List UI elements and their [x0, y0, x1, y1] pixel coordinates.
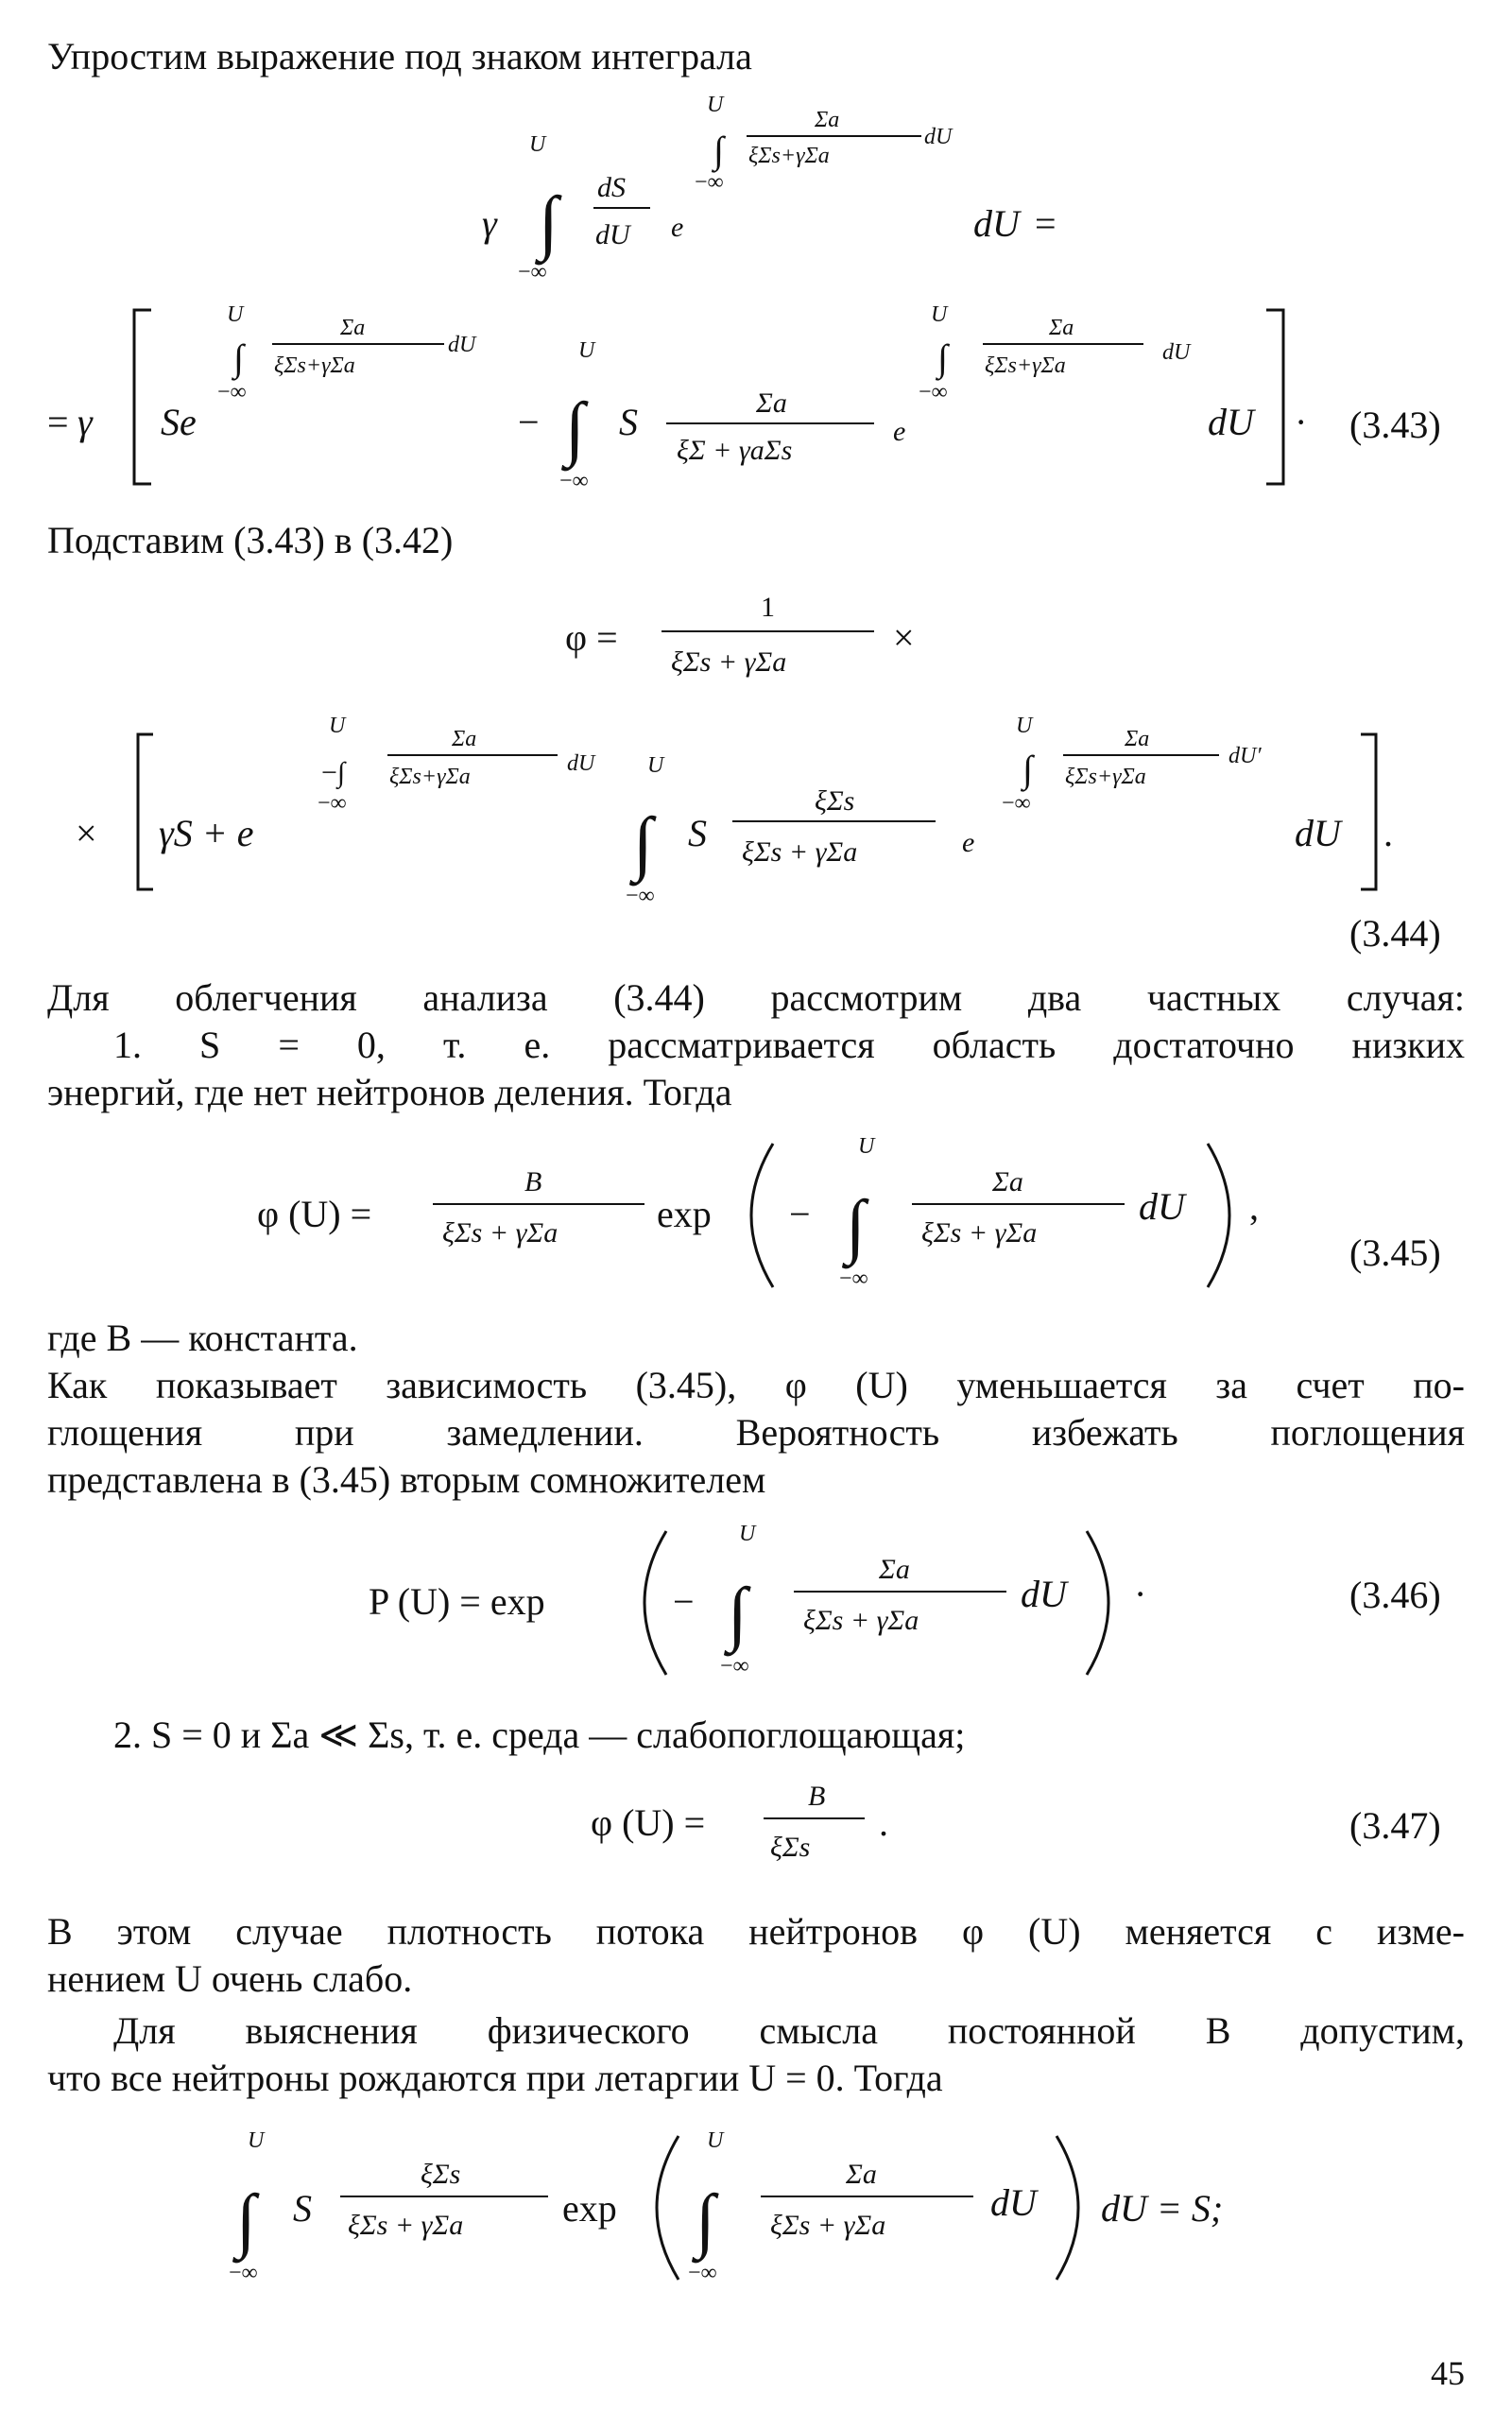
svg-text:ξΣs + γΣa: ξΣs + γΣa [442, 1217, 558, 1249]
equation-final-integral [0, 2117, 1512, 2297]
svg-text:U: U [329, 714, 346, 738]
svg-text:U: U [931, 302, 948, 327]
svg-text:U: U [707, 2128, 724, 2153]
svg-text:·: · [1295, 401, 1308, 443]
svg-text:e: e [962, 827, 975, 858]
svg-text:S: S [619, 401, 638, 443]
equation-3-46 [0, 1512, 1512, 1692]
left-paren [751, 1144, 773, 1287]
svg-text:∫: ∫ [236, 2180, 256, 2260]
svg-text:−∞: −∞ [688, 2261, 717, 2285]
svg-text:×: × [76, 812, 97, 854]
equation-3-47 [0, 1767, 1512, 1881]
svg-text:−∞: −∞ [1002, 791, 1031, 816]
svg-text:.: . [879, 1801, 888, 1844]
svg-text:B: B [808, 1781, 826, 1812]
svg-text:ξΣs+γΣa: ξΣs+γΣa [1065, 765, 1146, 789]
svg-text:∫: ∫ [233, 336, 244, 379]
svg-text:e: e [671, 212, 684, 243]
svg-text:,: , [1249, 1185, 1259, 1228]
svg-text:γ: γ [482, 202, 497, 245]
svg-text:∫: ∫ [565, 388, 585, 468]
svg-text:ξΣs+γΣa: ξΣs+γΣa [274, 353, 355, 378]
equation-3-44 [0, 704, 1512, 912]
svg-text:S: S [293, 2187, 312, 2230]
para2-line3: представлена в (3.45) вторым сомножителем [47, 1458, 766, 1501]
svg-text:−∞: −∞ [518, 260, 547, 284]
equation-number-3-43: (3.43) [1349, 404, 1441, 446]
svg-text:φ (U) =: φ (U) = [257, 1193, 372, 1235]
svg-text:Se: Se [161, 401, 197, 443]
svg-text:−: − [673, 1580, 695, 1623]
svg-text:U: U [529, 132, 546, 157]
svg-text:−∞: −∞ [720, 1654, 749, 1679]
svg-text:Σa: Σa [1125, 727, 1150, 751]
svg-text:∫: ∫ [696, 2180, 715, 2260]
svg-text:dU: dU [1162, 340, 1191, 365]
right-paren [1208, 1144, 1229, 1287]
svg-text:×: × [893, 616, 915, 659]
svg-text:∫: ∫ [1022, 748, 1033, 790]
svg-text:ξΣs + γΣa: ξΣs + γΣa [348, 2210, 464, 2241]
left-bracket [134, 310, 151, 484]
intro-text: Упростим выражение под знаком интеграла [47, 35, 752, 77]
svg-text:Σa: Σa [879, 1554, 910, 1585]
substitute-text: Подставим (3.43) в (3.42) [47, 519, 454, 561]
para3-line1: В этом случае плотность потока нейтронов φ (U) меняется с изме- [47, 1910, 1465, 1953]
equation-number-3-44: (3.44) [1349, 912, 1441, 955]
svg-text:−∞: −∞ [919, 380, 948, 405]
svg-text:∫: ∫ [633, 803, 653, 883]
para2-line1: Как показывает зависимость (3.45), φ (U) уменьшается за счет по- [47, 1364, 1465, 1406]
svg-text:−∞: −∞ [217, 380, 247, 405]
equation-3-43 [0, 293, 1512, 501]
svg-text:ξΣs + γΣa: ξΣs + γΣa [770, 2210, 886, 2241]
svg-text:γ: γ [77, 401, 93, 443]
svg-text:Σa: Σa [452, 727, 477, 751]
svg-text:·: · [1134, 1573, 1147, 1615]
equation-gamma-integral [0, 85, 1512, 293]
svg-text:−∞: −∞ [559, 469, 589, 493]
para4-line2: что все нейтроны рождаются при летаргии U = 0. Тогда [47, 2057, 943, 2099]
svg-text:P (U) = exp: P (U) = exp [369, 1580, 545, 1623]
svg-text:U: U [248, 2128, 265, 2153]
svg-text:−∞: −∞ [839, 1266, 868, 1291]
svg-text:ξΣs+γΣa: ξΣs+γΣa [985, 353, 1066, 378]
svg-text:∫: ∫ [937, 336, 948, 379]
svg-text:Σa: Σa [992, 1166, 1023, 1197]
svg-text:−∞: −∞ [229, 2261, 258, 2285]
svg-text:dU: dU [595, 219, 630, 250]
svg-text:γS + e: γS + e [159, 812, 254, 854]
para2-line2: глощения при замедлении. Вероятность избежать поглощения [47, 1411, 1465, 1454]
svg-text:−∞: −∞ [626, 884, 655, 908]
svg-text:−: − [789, 1193, 811, 1235]
integral-sign: ∫ [539, 182, 558, 262]
svg-text:ξΣ + γaΣs: ξΣ + γaΣs [677, 435, 793, 466]
svg-text:dU: dU [924, 125, 953, 149]
svg-text:ξΣs + γΣa: ξΣs + γΣa [671, 646, 787, 678]
svg-text:−∞: −∞ [695, 170, 724, 195]
page-number: 45 [1431, 2354, 1465, 2392]
svg-text:U: U [578, 338, 595, 363]
svg-text:dU = S;: dU = S; [1101, 2187, 1224, 2230]
svg-text:dU: dU [1208, 401, 1254, 443]
svg-text:exp: exp [562, 2187, 617, 2230]
svg-text:dU′: dU′ [1228, 744, 1262, 768]
svg-text:.: . [1383, 812, 1393, 854]
svg-text:−∞: −∞ [318, 791, 347, 816]
svg-text:1: 1 [761, 592, 775, 623]
svg-text:Σa: Σa [756, 387, 787, 419]
svg-text:Σa: Σa [340, 316, 366, 340]
svg-text:dU: dU [1139, 1185, 1185, 1228]
equation-number-3-46: (3.46) [1349, 1574, 1441, 1616]
svg-text:e: e [893, 416, 906, 447]
svg-text:ξΣs + γΣa: ξΣs + γΣa [803, 1605, 919, 1636]
svg-text:U: U [858, 1134, 875, 1159]
svg-text:∫: ∫ [728, 1574, 747, 1653]
svg-text:ξΣs: ξΣs [815, 785, 855, 817]
svg-text:ξΣs + γΣa: ξΣs + γΣa [742, 836, 858, 868]
svg-text:ξΣs+γΣa: ξΣs+γΣa [748, 144, 830, 168]
para3-line2: нением U очень слабо. [47, 1957, 413, 2000]
svg-text:=: = [1035, 202, 1057, 245]
svg-text:B: B [524, 1166, 542, 1197]
svg-text:ξΣs: ξΣs [770, 1832, 811, 1863]
svg-text:ξΣs+γΣa: ξΣs+γΣa [389, 765, 471, 789]
svg-text:ξΣs: ξΣs [421, 2159, 461, 2190]
svg-text:−: − [518, 401, 540, 443]
svg-text:dU: dU [1021, 1573, 1067, 1615]
svg-text:U: U [647, 753, 664, 778]
svg-text:Σa: Σa [1049, 316, 1074, 340]
equation-3-45 [0, 1125, 1512, 1304]
cases-intro-text: Для облегчения анализа (3.44) рассмотрим два частных случая: [47, 976, 1465, 1019]
equation-number-3-47: (3.47) [1349, 1804, 1441, 1847]
svg-text:Σa: Σa [846, 2159, 877, 2190]
case1-text-line2: энергий, где нет нейтронов деления. Тогда [47, 1071, 732, 1113]
svg-text:dU: dU [1295, 812, 1341, 854]
svg-text:Σa: Σa [815, 108, 840, 132]
svg-text:dU: dU [973, 202, 1020, 245]
svg-text:S: S [688, 812, 707, 854]
svg-text:U: U [707, 93, 724, 117]
case2-text: 2. S = 0 и Σa ≪ Σs, т. е. среда — слабопоглощающая; [113, 1714, 966, 1756]
svg-text:=: = [47, 401, 69, 443]
svg-text:U: U [1016, 714, 1033, 738]
svg-text:φ (U) =: φ (U) = [591, 1801, 706, 1844]
svg-text:dU: dU [990, 2181, 1037, 2224]
svg-text:U: U [227, 302, 244, 327]
case1-text-line1: 1. S = 0, т. е. рассматривается область достаточно низких [113, 1024, 1465, 1066]
integral-sign-exp: ∫ [713, 129, 724, 171]
equation-phi-fraction [0, 577, 1512, 699]
svg-text:dU: dU [567, 751, 595, 776]
const-b-text: где B — константа. [47, 1317, 358, 1359]
svg-text:U: U [739, 1522, 756, 1546]
equation-number-3-45: (3.45) [1349, 1231, 1441, 1274]
svg-text:∫: ∫ [846, 1186, 866, 1266]
para4-line1: Для выяснения физического смысла постоянной B допустим, [113, 2009, 1465, 2052]
svg-text:ξΣs + γΣa: ξΣs + γΣa [921, 1217, 1038, 1249]
svg-text:φ =: φ = [565, 616, 618, 659]
svg-text:dU: dU [448, 333, 476, 357]
right-bracket [1266, 310, 1283, 484]
svg-text:dS: dS [597, 172, 626, 203]
svg-text:exp: exp [657, 1193, 712, 1235]
svg-text:−∫: −∫ [321, 757, 346, 788]
